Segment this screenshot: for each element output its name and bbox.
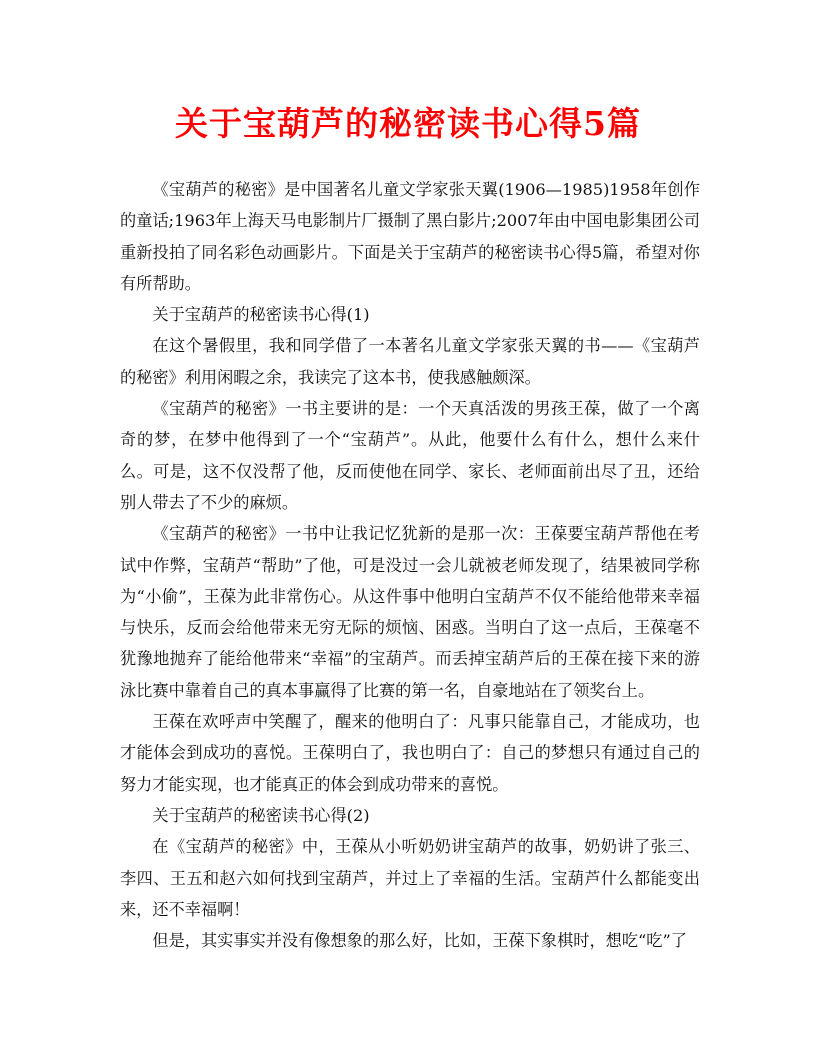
- body-paragraph: 《宝葫芦的秘密》一书中让我记忆犹新的是那一次：王葆要宝葫芦帮他在考试中作弊，宝葫芦“帮助”了他，可是没过一会儿就被老师发现了，结果被同学称为“小偷”，王葆为此非常伤心。从这件事中他明白宝葫芦不仅不能给他带来幸福与快乐，反而会给他带来无穷无际的烦恼、困惑。当明白了这一点后，王葆毫不犹豫地抛弃了能给他带来“幸福”的宝葫芦。而丢掉宝葫芦后的王葆在接下来的游泳比赛中靠着自己的真本事赢得了比赛的第一名，自豪地站在了领奖台上。: [120, 524, 700, 700]
- document-body: [120, 174, 700, 956]
- body-paragraph: 《宝葫芦的秘密》一书主要讲的是：一个天真活泼的男孩王葆，做了一个离奇的梦，在梦中他得到了一个“宝葫芦”。从此，他要什么有什么，想什么来什么。可是，这不仅没帮了他，反而使他在同学、家长、老师面前出尽了丑，还给别人带去了不少的麻烦。: [120, 399, 700, 512]
- body-paragraph: 但是，其实事实并没有像想象的那么好，比如，王葆下象棋时，想吃“吃”了: [152, 931, 687, 951]
- section-heading-1: 关于宝葫芦的秘密读书心得(1): [152, 305, 370, 325]
- body-paragraph: 王葆在欢呼声中笑醒了，醒来的他明白了：凡事只能靠自己，才能成功，也才能体会到成功的喜悦。王葆明白了，我也明白了：自己的梦想只有通过自己的努力才能实现，也才能真正的体会到成功带来的喜悦。: [120, 712, 700, 794]
- body-paragraph: 在《宝葫芦的秘密》中，王葆从小听奶奶讲宝葫芦的故事，奶奶讲了张三、李四、王五和赵六如何找到宝葫芦，并过上了幸福的生活。宝葫芦什么都能变出来，还不幸福啊！: [120, 837, 700, 919]
- section-heading-2: 关于宝葫芦的秘密读书心得(2): [152, 805, 370, 825]
- document-title: 关于宝葫芦的秘密读书心得5篇: [175, 104, 641, 143]
- body-paragraph: 在这个暑假里，我和同学借了一本著名儿童文学家张天翼的书——《宝葫芦的秘密》利用闲暇之余，我读完了这本书，使我感触颇深。: [120, 336, 700, 387]
- intro-paragraph: 《宝葫芦的秘密》是中国著名儿童文学家张天翼(1906—1985)1958年创作的童话;1963年上海天马电影制片厂摄制了黑白影片;2007年由中国电影集团公司重新投拍了同名彩色动画影片。下面是关于宝葫芦的秘密读书心得5篇，希望对你有所帮助。: [120, 180, 700, 293]
